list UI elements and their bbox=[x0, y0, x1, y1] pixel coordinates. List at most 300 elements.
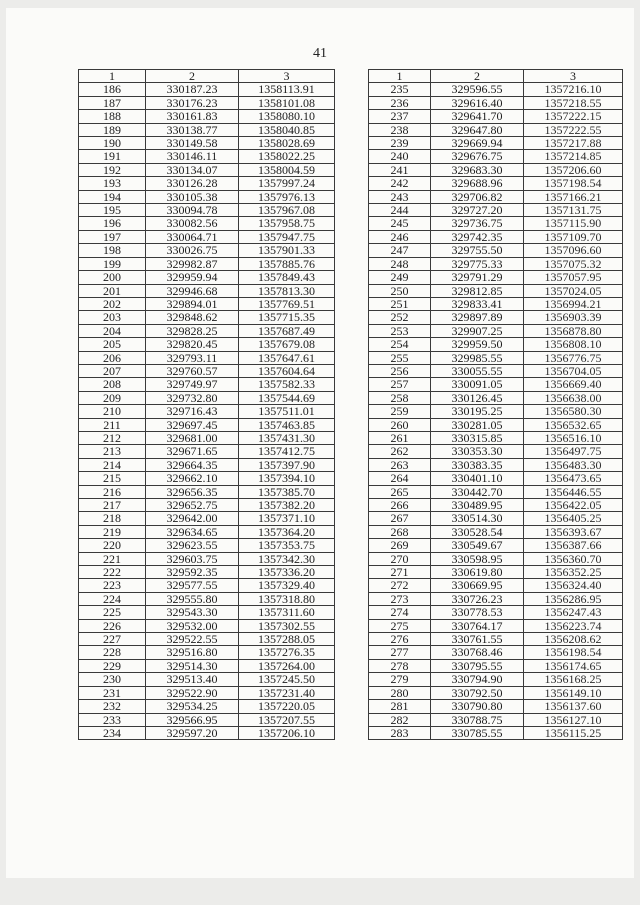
y-coordinate-cell: 1356137.60 bbox=[524, 700, 623, 713]
y-coordinate-cell: 1357849.43 bbox=[239, 271, 335, 284]
table-row bbox=[369, 458, 623, 471]
y-coordinate-cell: 1357394.10 bbox=[239, 472, 335, 485]
y-coordinate-cell: 1358022.25 bbox=[239, 150, 335, 163]
point-number-cell: 201 bbox=[79, 284, 146, 297]
y-coordinate-cell: 1356208.62 bbox=[524, 633, 623, 646]
x-coordinate-cell: 329959.94 bbox=[146, 271, 239, 284]
point-number-cell: 207 bbox=[79, 364, 146, 377]
y-coordinate-cell: 1356808.10 bbox=[524, 338, 623, 351]
y-coordinate-cell: 1356387.66 bbox=[524, 539, 623, 552]
y-coordinate-cell: 1356168.25 bbox=[524, 673, 623, 686]
y-coordinate-cell: 1357206.10 bbox=[239, 726, 335, 739]
y-coordinate-cell: 1357311.60 bbox=[239, 606, 335, 619]
point-number-cell: 232 bbox=[79, 700, 146, 713]
x-coordinate-cell: 329959.50 bbox=[431, 338, 524, 351]
table-row bbox=[369, 204, 623, 217]
x-coordinate-cell: 330778.53 bbox=[431, 606, 524, 619]
y-coordinate-cell: 1357947.75 bbox=[239, 230, 335, 243]
point-number-cell: 275 bbox=[369, 619, 431, 632]
x-coordinate-cell: 330353.30 bbox=[431, 445, 524, 458]
point-number-cell: 217 bbox=[79, 499, 146, 512]
x-coordinate-cell: 330055.55 bbox=[431, 364, 524, 377]
table-row bbox=[369, 364, 623, 377]
point-number-cell: 276 bbox=[369, 633, 431, 646]
y-coordinate-cell: 1357976.13 bbox=[239, 190, 335, 203]
y-coordinate-cell: 1357264.00 bbox=[239, 659, 335, 672]
point-number-cell: 221 bbox=[79, 552, 146, 565]
table-row bbox=[369, 311, 623, 324]
point-number-cell: 246 bbox=[369, 230, 431, 243]
point-number-cell: 250 bbox=[369, 284, 431, 297]
table-row bbox=[369, 431, 623, 444]
x-coordinate-cell: 330126.28 bbox=[146, 177, 239, 190]
y-coordinate-cell: 1357687.49 bbox=[239, 324, 335, 337]
x-coordinate-cell: 330187.23 bbox=[146, 83, 239, 96]
y-coordinate-cell: 1357216.10 bbox=[524, 83, 623, 96]
y-coordinate-cell: 1357997.24 bbox=[239, 177, 335, 190]
table-row bbox=[79, 445, 335, 458]
table-row bbox=[369, 284, 623, 297]
x-coordinate-cell: 329647.80 bbox=[431, 123, 524, 136]
x-coordinate-cell: 329641.70 bbox=[431, 110, 524, 123]
x-coordinate-cell: 329577.55 bbox=[146, 579, 239, 592]
x-coordinate-cell: 329760.57 bbox=[146, 364, 239, 377]
y-coordinate-cell: 1358028.69 bbox=[239, 137, 335, 150]
table-row bbox=[79, 418, 335, 431]
coordinates-table-right bbox=[368, 69, 623, 740]
table-row bbox=[79, 364, 335, 377]
x-coordinate-cell: 329514.30 bbox=[146, 659, 239, 672]
table-row bbox=[79, 431, 335, 444]
y-coordinate-cell: 1357166.21 bbox=[524, 190, 623, 203]
point-number-cell: 267 bbox=[369, 512, 431, 525]
point-number-cell: 208 bbox=[79, 378, 146, 391]
point-number-cell: 270 bbox=[369, 552, 431, 565]
point-number-cell: 215 bbox=[79, 472, 146, 485]
x-coordinate-cell: 330149.58 bbox=[146, 137, 239, 150]
point-number-cell: 278 bbox=[369, 659, 431, 672]
table-row bbox=[79, 499, 335, 512]
table-row bbox=[79, 83, 335, 96]
x-coordinate-cell: 330094.78 bbox=[146, 204, 239, 217]
table-row bbox=[79, 579, 335, 592]
x-coordinate-cell: 330514.30 bbox=[431, 512, 524, 525]
table-row bbox=[369, 257, 623, 270]
point-number-cell: 189 bbox=[79, 123, 146, 136]
table-row bbox=[79, 525, 335, 538]
x-coordinate-cell: 330785.55 bbox=[431, 726, 524, 739]
y-coordinate-cell: 1356393.67 bbox=[524, 525, 623, 538]
y-coordinate-cell: 1357220.05 bbox=[239, 700, 335, 713]
y-coordinate-cell: 1357463.85 bbox=[239, 418, 335, 431]
table-row bbox=[369, 673, 623, 686]
coordinates-table-left bbox=[78, 69, 335, 740]
y-coordinate-cell: 1357431.30 bbox=[239, 431, 335, 444]
point-number-cell: 187 bbox=[79, 96, 146, 109]
y-coordinate-cell: 1356352.25 bbox=[524, 566, 623, 579]
y-coordinate-cell: 1356149.10 bbox=[524, 686, 623, 699]
x-coordinate-cell: 330528.54 bbox=[431, 525, 524, 538]
table-row bbox=[79, 137, 335, 150]
point-number-cell: 209 bbox=[79, 391, 146, 404]
x-coordinate-cell: 329597.20 bbox=[146, 726, 239, 739]
table-header-row bbox=[369, 70, 623, 83]
point-number-cell: 240 bbox=[369, 150, 431, 163]
x-coordinate-cell: 330792.50 bbox=[431, 686, 524, 699]
point-number-cell: 194 bbox=[79, 190, 146, 203]
x-coordinate-cell: 329671.65 bbox=[146, 445, 239, 458]
x-coordinate-cell: 329681.00 bbox=[146, 431, 239, 444]
table-row bbox=[369, 512, 623, 525]
point-number-cell: 271 bbox=[369, 566, 431, 579]
y-coordinate-cell: 1357582.33 bbox=[239, 378, 335, 391]
point-number-cell: 195 bbox=[79, 204, 146, 217]
y-coordinate-cell: 1357769.51 bbox=[239, 297, 335, 310]
table-row bbox=[369, 552, 623, 565]
y-coordinate-cell: 1357207.55 bbox=[239, 713, 335, 726]
point-number-cell: 198 bbox=[79, 244, 146, 257]
x-coordinate-cell: 329820.45 bbox=[146, 338, 239, 351]
table-row bbox=[369, 713, 623, 726]
y-coordinate-cell: 1357214.85 bbox=[524, 150, 623, 163]
y-coordinate-cell: 1356638.00 bbox=[524, 391, 623, 404]
column-header-3: 3 bbox=[239, 70, 335, 83]
x-coordinate-cell: 329848.62 bbox=[146, 311, 239, 324]
x-coordinate-cell: 329566.95 bbox=[146, 713, 239, 726]
x-coordinate-cell: 329534.25 bbox=[146, 700, 239, 713]
point-number-cell: 210 bbox=[79, 405, 146, 418]
column-header-2: 2 bbox=[146, 70, 239, 83]
y-coordinate-cell: 1357222.15 bbox=[524, 110, 623, 123]
y-coordinate-cell: 1356360.70 bbox=[524, 552, 623, 565]
point-number-cell: 196 bbox=[79, 217, 146, 230]
table-row bbox=[79, 472, 335, 485]
x-coordinate-cell: 329662.10 bbox=[146, 472, 239, 485]
x-coordinate-cell: 330442.70 bbox=[431, 485, 524, 498]
table-row bbox=[79, 163, 335, 176]
point-number-cell: 252 bbox=[369, 311, 431, 324]
x-coordinate-cell: 329652.75 bbox=[146, 499, 239, 512]
table-row bbox=[369, 163, 623, 176]
point-number-cell: 230 bbox=[79, 673, 146, 686]
x-coordinate-cell: 330761.55 bbox=[431, 633, 524, 646]
point-number-cell: 253 bbox=[369, 324, 431, 337]
y-coordinate-cell: 1356446.55 bbox=[524, 485, 623, 498]
y-coordinate-cell: 1357382.20 bbox=[239, 499, 335, 512]
x-coordinate-cell: 330764.17 bbox=[431, 619, 524, 632]
y-coordinate-cell: 1357371.10 bbox=[239, 512, 335, 525]
x-coordinate-cell: 330195.25 bbox=[431, 405, 524, 418]
y-coordinate-cell: 1357544.69 bbox=[239, 391, 335, 404]
y-coordinate-cell: 1357412.75 bbox=[239, 445, 335, 458]
y-coordinate-cell: 1357109.70 bbox=[524, 230, 623, 243]
x-coordinate-cell: 330794.90 bbox=[431, 673, 524, 686]
table-row bbox=[79, 566, 335, 579]
x-coordinate-cell: 330064.71 bbox=[146, 230, 239, 243]
x-coordinate-cell: 329907.25 bbox=[431, 324, 524, 337]
y-coordinate-cell: 1357397.90 bbox=[239, 458, 335, 471]
x-coordinate-cell: 329985.55 bbox=[431, 351, 524, 364]
table-row bbox=[369, 686, 623, 699]
x-coordinate-cell: 329706.82 bbox=[431, 190, 524, 203]
table-row bbox=[79, 458, 335, 471]
point-number-cell: 248 bbox=[369, 257, 431, 270]
x-coordinate-cell: 329982.87 bbox=[146, 257, 239, 270]
table-row bbox=[79, 485, 335, 498]
y-coordinate-cell: 1357075.32 bbox=[524, 257, 623, 270]
point-number-cell: 280 bbox=[369, 686, 431, 699]
table-row bbox=[79, 686, 335, 699]
y-coordinate-cell: 1357342.30 bbox=[239, 552, 335, 565]
point-number-cell: 233 bbox=[79, 713, 146, 726]
table-row bbox=[79, 713, 335, 726]
point-number-cell: 223 bbox=[79, 579, 146, 592]
point-number-cell: 231 bbox=[79, 686, 146, 699]
y-coordinate-cell: 1357813.30 bbox=[239, 284, 335, 297]
point-number-cell: 206 bbox=[79, 351, 146, 364]
point-number-cell: 225 bbox=[79, 606, 146, 619]
point-number-cell: 212 bbox=[79, 431, 146, 444]
table-row bbox=[79, 230, 335, 243]
table-row bbox=[369, 472, 623, 485]
table-row bbox=[369, 566, 623, 579]
table-row bbox=[369, 700, 623, 713]
y-coordinate-cell: 1357511.01 bbox=[239, 405, 335, 418]
x-coordinate-cell: 329716.43 bbox=[146, 405, 239, 418]
point-number-cell: 254 bbox=[369, 338, 431, 351]
table-row bbox=[79, 311, 335, 324]
point-number-cell: 216 bbox=[79, 485, 146, 498]
x-coordinate-cell: 330134.07 bbox=[146, 163, 239, 176]
y-coordinate-cell: 1356497.75 bbox=[524, 445, 623, 458]
y-coordinate-cell: 1356127.10 bbox=[524, 713, 623, 726]
y-coordinate-cell: 1356405.25 bbox=[524, 512, 623, 525]
y-coordinate-cell: 1357115.90 bbox=[524, 217, 623, 230]
x-coordinate-cell: 329656.35 bbox=[146, 485, 239, 498]
y-coordinate-cell: 1357318.80 bbox=[239, 592, 335, 605]
x-coordinate-cell: 330138.77 bbox=[146, 123, 239, 136]
y-coordinate-cell: 1358101.08 bbox=[239, 96, 335, 109]
table-row bbox=[369, 378, 623, 391]
point-number-cell: 256 bbox=[369, 364, 431, 377]
y-coordinate-cell: 1357231.40 bbox=[239, 686, 335, 699]
x-coordinate-cell: 329634.65 bbox=[146, 525, 239, 538]
point-number-cell: 257 bbox=[369, 378, 431, 391]
table-row bbox=[79, 284, 335, 297]
table-row bbox=[369, 230, 623, 243]
point-number-cell: 281 bbox=[369, 700, 431, 713]
table-row bbox=[369, 123, 623, 136]
y-coordinate-cell: 1357647.61 bbox=[239, 351, 335, 364]
x-coordinate-cell: 329642.00 bbox=[146, 512, 239, 525]
x-coordinate-cell: 330669.95 bbox=[431, 579, 524, 592]
point-number-cell: 242 bbox=[369, 177, 431, 190]
table-row bbox=[369, 418, 623, 431]
x-coordinate-cell: 330315.85 bbox=[431, 431, 524, 444]
point-number-cell: 273 bbox=[369, 592, 431, 605]
table-row bbox=[369, 646, 623, 659]
y-coordinate-cell: 1357885.76 bbox=[239, 257, 335, 270]
y-coordinate-cell: 1356223.74 bbox=[524, 619, 623, 632]
x-coordinate-cell: 330489.95 bbox=[431, 499, 524, 512]
y-coordinate-cell: 1357329.40 bbox=[239, 579, 335, 592]
x-coordinate-cell: 330146.11 bbox=[146, 150, 239, 163]
y-coordinate-cell: 1357217.88 bbox=[524, 137, 623, 150]
table-row bbox=[79, 150, 335, 163]
x-coordinate-cell: 330126.45 bbox=[431, 391, 524, 404]
point-number-cell: 263 bbox=[369, 458, 431, 471]
y-coordinate-cell: 1356532.65 bbox=[524, 418, 623, 431]
point-number-cell: 279 bbox=[369, 673, 431, 686]
point-number-cell: 191 bbox=[79, 150, 146, 163]
point-number-cell: 234 bbox=[79, 726, 146, 739]
table-row bbox=[369, 297, 623, 310]
page-number: 41 bbox=[313, 46, 327, 61]
x-coordinate-cell: 330161.83 bbox=[146, 110, 239, 123]
y-coordinate-cell: 1356776.75 bbox=[524, 351, 623, 364]
x-coordinate-cell: 329793.11 bbox=[146, 351, 239, 364]
x-coordinate-cell: 329522.55 bbox=[146, 633, 239, 646]
table-row bbox=[79, 606, 335, 619]
table-row bbox=[369, 351, 623, 364]
y-coordinate-cell: 1356422.05 bbox=[524, 499, 623, 512]
x-coordinate-cell: 329894.01 bbox=[146, 297, 239, 310]
table-row bbox=[79, 190, 335, 203]
x-coordinate-cell: 330401.10 bbox=[431, 472, 524, 485]
x-coordinate-cell: 329596.55 bbox=[431, 83, 524, 96]
x-coordinate-cell: 329616.40 bbox=[431, 96, 524, 109]
table-row bbox=[79, 619, 335, 632]
y-coordinate-cell: 1356473.65 bbox=[524, 472, 623, 485]
y-coordinate-cell: 1357679.08 bbox=[239, 338, 335, 351]
point-number-cell: 272 bbox=[369, 579, 431, 592]
y-coordinate-cell: 1356516.10 bbox=[524, 431, 623, 444]
x-coordinate-cell: 330082.56 bbox=[146, 217, 239, 230]
point-number-cell: 269 bbox=[369, 539, 431, 552]
table-row bbox=[79, 633, 335, 646]
point-number-cell: 261 bbox=[369, 431, 431, 444]
table-row bbox=[369, 137, 623, 150]
table-row bbox=[369, 271, 623, 284]
table-row bbox=[369, 405, 623, 418]
y-coordinate-cell: 1357336.20 bbox=[239, 566, 335, 579]
table-row bbox=[369, 659, 623, 672]
y-coordinate-cell: 1357276.35 bbox=[239, 646, 335, 659]
y-coordinate-cell: 1358004.59 bbox=[239, 163, 335, 176]
table-row bbox=[369, 217, 623, 230]
x-coordinate-cell: 330281.05 bbox=[431, 418, 524, 431]
y-coordinate-cell: 1357967.08 bbox=[239, 204, 335, 217]
point-number-cell: 213 bbox=[79, 445, 146, 458]
x-coordinate-cell: 329732.80 bbox=[146, 391, 239, 404]
y-coordinate-cell: 1357364.20 bbox=[239, 525, 335, 538]
table-row bbox=[79, 177, 335, 190]
point-number-cell: 214 bbox=[79, 458, 146, 471]
x-coordinate-cell: 329742.35 bbox=[431, 230, 524, 243]
point-number-cell: 239 bbox=[369, 137, 431, 150]
table-row bbox=[79, 512, 335, 525]
column-header-3: 3 bbox=[524, 70, 623, 83]
point-number-cell: 211 bbox=[79, 418, 146, 431]
table-row bbox=[369, 579, 623, 592]
x-coordinate-cell: 329897.89 bbox=[431, 311, 524, 324]
y-coordinate-cell: 1356286.95 bbox=[524, 592, 623, 605]
table-row bbox=[369, 110, 623, 123]
y-coordinate-cell: 1356324.40 bbox=[524, 579, 623, 592]
table-row bbox=[79, 592, 335, 605]
y-coordinate-cell: 1356247.43 bbox=[524, 606, 623, 619]
point-number-cell: 220 bbox=[79, 539, 146, 552]
x-coordinate-cell: 330026.75 bbox=[146, 244, 239, 257]
point-number-cell: 259 bbox=[369, 405, 431, 418]
x-coordinate-cell: 329516.80 bbox=[146, 646, 239, 659]
table-row bbox=[79, 338, 335, 351]
x-coordinate-cell: 329697.45 bbox=[146, 418, 239, 431]
table-row bbox=[79, 351, 335, 364]
y-coordinate-cell: 1357604.64 bbox=[239, 364, 335, 377]
table-row bbox=[79, 217, 335, 230]
y-coordinate-cell: 1356669.40 bbox=[524, 378, 623, 391]
table-row bbox=[79, 96, 335, 109]
x-coordinate-cell: 330790.80 bbox=[431, 700, 524, 713]
table-row bbox=[79, 204, 335, 217]
table-row bbox=[79, 659, 335, 672]
point-number-cell: 192 bbox=[79, 163, 146, 176]
x-coordinate-cell: 330788.75 bbox=[431, 713, 524, 726]
y-coordinate-cell: 1357385.70 bbox=[239, 485, 335, 498]
y-coordinate-cell: 1357206.60 bbox=[524, 163, 623, 176]
table-row bbox=[369, 606, 623, 619]
x-coordinate-cell: 329736.75 bbox=[431, 217, 524, 230]
x-coordinate-cell: 330176.23 bbox=[146, 96, 239, 109]
x-coordinate-cell: 330768.46 bbox=[431, 646, 524, 659]
y-coordinate-cell: 1356580.30 bbox=[524, 405, 623, 418]
table-header-row bbox=[79, 70, 335, 83]
table-row bbox=[369, 499, 623, 512]
table-row bbox=[369, 324, 623, 337]
table-row bbox=[369, 633, 623, 646]
x-coordinate-cell: 329727.20 bbox=[431, 204, 524, 217]
column-header-1: 1 bbox=[79, 70, 146, 83]
y-coordinate-cell: 1357715.35 bbox=[239, 311, 335, 324]
y-coordinate-cell: 1356198.54 bbox=[524, 646, 623, 659]
table-row bbox=[79, 726, 335, 739]
point-number-cell: 226 bbox=[79, 619, 146, 632]
point-number-cell: 202 bbox=[79, 297, 146, 310]
x-coordinate-cell: 330105.38 bbox=[146, 190, 239, 203]
x-coordinate-cell: 330795.55 bbox=[431, 659, 524, 672]
x-coordinate-cell: 329603.75 bbox=[146, 552, 239, 565]
x-coordinate-cell: 329755.50 bbox=[431, 244, 524, 257]
point-number-cell: 255 bbox=[369, 351, 431, 364]
point-number-cell: 224 bbox=[79, 592, 146, 605]
table-row bbox=[79, 405, 335, 418]
table-row bbox=[79, 271, 335, 284]
table-row bbox=[369, 391, 623, 404]
y-coordinate-cell: 1358113.91 bbox=[239, 83, 335, 96]
point-number-cell: 245 bbox=[369, 217, 431, 230]
table-row bbox=[369, 83, 623, 96]
y-coordinate-cell: 1357024.05 bbox=[524, 284, 623, 297]
table-row bbox=[369, 445, 623, 458]
table-row bbox=[79, 324, 335, 337]
y-coordinate-cell: 1357353.75 bbox=[239, 539, 335, 552]
x-coordinate-cell: 330619.80 bbox=[431, 566, 524, 579]
table-row bbox=[79, 297, 335, 310]
x-coordinate-cell: 329828.25 bbox=[146, 324, 239, 337]
point-number-cell: 203 bbox=[79, 311, 146, 324]
y-coordinate-cell: 1356704.05 bbox=[524, 364, 623, 377]
